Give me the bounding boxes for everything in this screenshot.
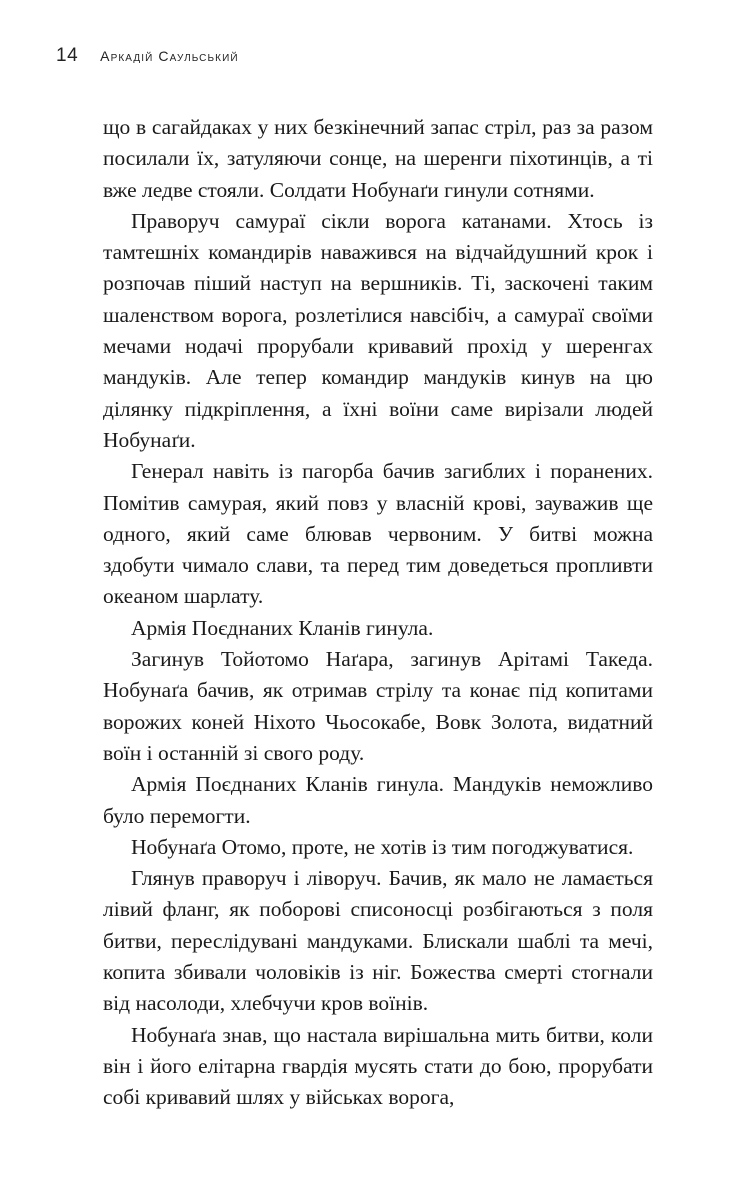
paragraph: Загинув Тойотомо Наґара, загинув Арітамі Такеда. Нобунаґа бачив, як отримав стрілу та конає під копитами ворожих коней Ніхото Чьосокабе, Вовк Золота, видатний воїн і останній зі свого роду. xyxy=(103,647,653,765)
paragraph: Нобунаґа Отомо, проте, не хотів із тим погоджуватися. xyxy=(131,834,634,859)
body-text xyxy=(103,112,653,1114)
paragraph: Глянув праворуч і ліворуч. Бачив, як мало не ламається лівий фланг, як поборові списоносці розбігаються з поля битви, переслідувані мандуками. Блискали шаблі та мечі, копита збивали чоловіків із ніг. Божества смерті стогнали від насолоди, хлебчучи кров воїнів. xyxy=(103,866,653,1016)
paragraph: Армія Поєднаних Кланів гинула. Мандуків неможливо було перемогти. xyxy=(103,772,653,828)
paragraph: Праворуч самураї сікли ворога катанами. Хтось із тамтешніх командирів наважився на відчайдушний крок і розпочав піший наступ на вершників. Ті, заскочені таким шаленством ворога, розлетілися навсібіч, а самураї своїми мечами нодачі прорубали кривавий прохід у шеренгах мандуків. Але тепер командир мандуків кинув на цю ділянку підкріплення, а їхні воїни саме вирізали людей Нобунаґи. xyxy=(103,208,653,452)
paragraph: що в сагайдаках у них безкінечний запас стріл, раз за разом посилали їх, затуляючи сонце, на шеренги піхотинців, а ті вже ледве стояли. Солдати Нобунаґи гинули сотнями. xyxy=(103,115,653,202)
running-head-author: Аркадій Саульський xyxy=(100,48,239,64)
page-number: 14 xyxy=(56,45,79,66)
running-head xyxy=(56,45,239,67)
paragraph: Нобунаґа знав, що настала вирішальна мить битви, коли він і його елітарна гвардія мусять стати до бою, прорубати собі кривавий шлях у військах ворога, xyxy=(103,1022,653,1110)
paragraph: Армія Поєднаних Кланів гинула. xyxy=(131,615,434,640)
paragraph: Генерал навіть із пагорба бачив загиблих і поранених. Помітив самурая, який повз у власній крові, зауважив ще одного, який саме блював червоним. У битві можна здобути чимало слави, та перед тим доведеться пропливти океаном шарлату. xyxy=(103,459,653,609)
